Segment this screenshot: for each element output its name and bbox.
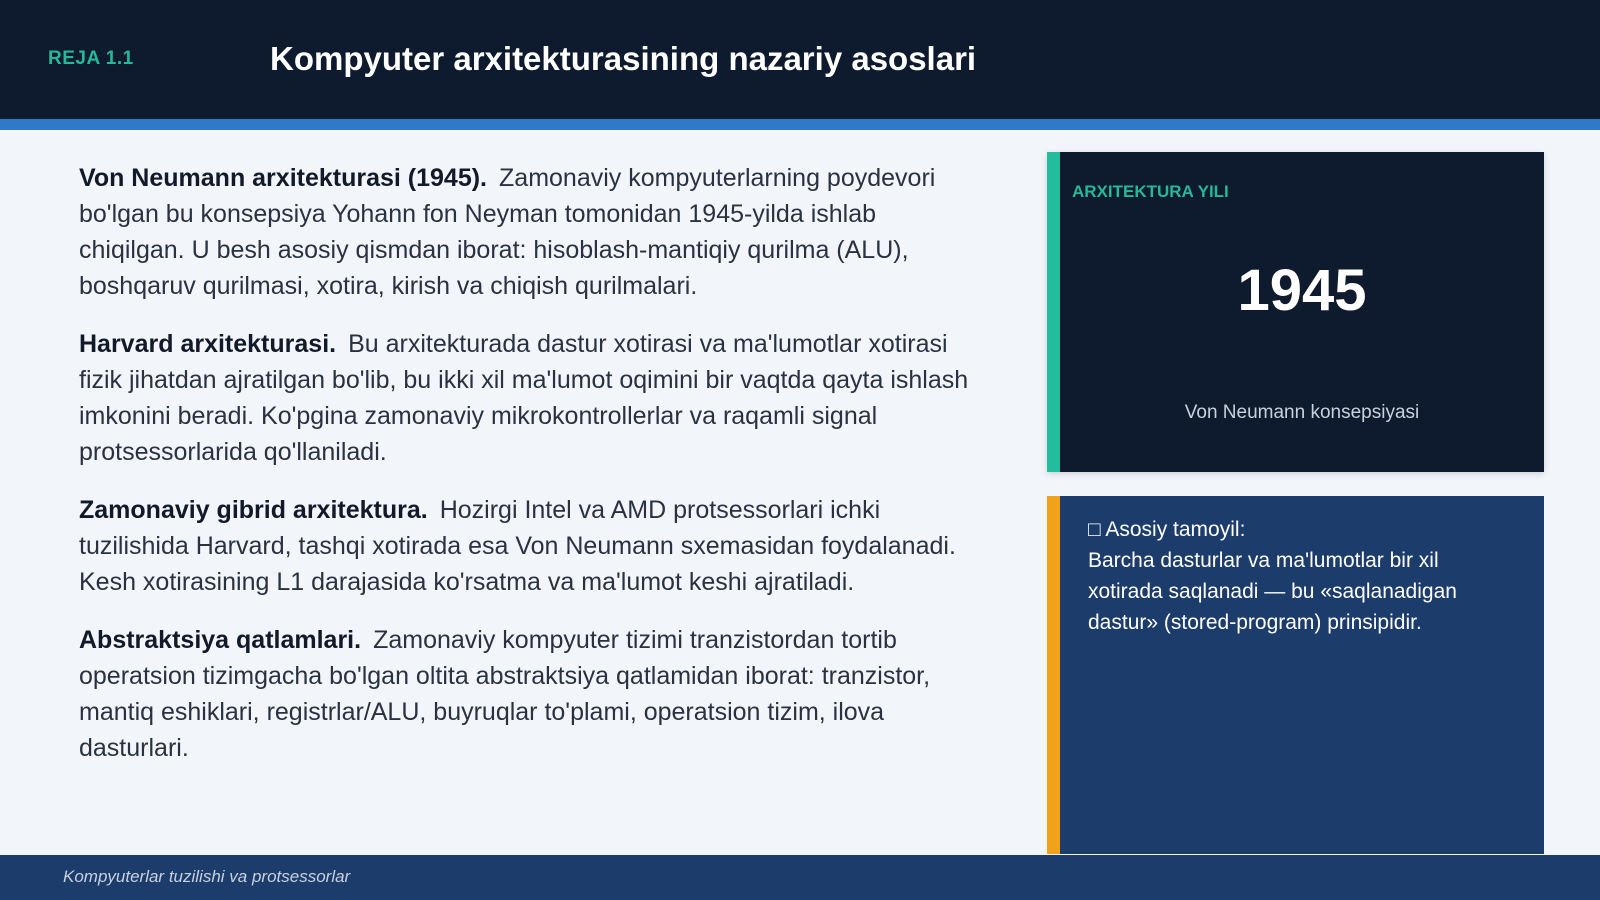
principle-heading: □ Asosiy tamoyil:: [1088, 518, 1246, 541]
year-card-value: 1945: [1237, 258, 1367, 323]
footer-bar: [0, 855, 1600, 900]
year-card-caption: Von Neumann konsepsiyasi: [1184, 402, 1420, 423]
year-card: [1047, 152, 1544, 472]
paragraph-lead: Von Neumann arxitekturasi (1945).: [79, 164, 488, 192]
year-card-accent: [1047, 152, 1060, 472]
paragraph-text: Hozirgi Intel va AMD protsessorlari ichki tuzilishida Harvard, tashqi xotirada esa Von Neumann sxemasidan foydalanadi. Kesh xotirasining L1 darajasida ko'rsatma va ma'lumot keshi ajratiladi.: [79, 496, 956, 596]
paragraph-abstraction: [79, 622, 984, 766]
paragraph-von-neumann: [79, 160, 984, 304]
paragraph-hybrid: [79, 492, 984, 600]
principle-card-accent: [1047, 496, 1060, 854]
principle-text: Barcha dasturlar va ma'lumotlar bir xil xotirada saqlanadi — bu «saqlanadigan dastur» (stored-program) prinsipidir.: [1088, 549, 1457, 634]
paragraph-text: Bu arxitekturada dastur xotirasi va ma'lumotlar xotirasi fizik jihatdan ajratilgan bo'lib, bu ikki xil ma'lumot oqimini bir vaqtda qayta ishlash imkonini beradi. Ko'pgina zamonaviy mikrokontrollerlar va raqamli signal protsessorlarida qo'llaniladi.: [79, 330, 969, 466]
paragraph-lead: Abstraktsiya qatlamlari.: [79, 626, 362, 654]
paragraph-text: Zamonaviy kompyuterlarning poydevori bo'lgan bu konsepsiya Yohann fon Neyman tomonidan 1945-yilda ishlab chiqilgan. U besh asosiy qismdan iborat: hisoblash-mantiqiy qurilma (ALU), boshqaruv qurilmasi, xotira, kirish va chiqish qurilmalari.: [79, 164, 936, 300]
year-card-label: ARXITEKTURA YILI: [1072, 182, 1229, 201]
header-bar: [0, 0, 1600, 119]
section-label: REJA 1.1: [48, 48, 134, 69]
slide-title: Kompyuter arxitekturasining nazariy asoslari: [270, 40, 977, 77]
main-content: [79, 160, 984, 788]
paragraph-harvard: [79, 326, 984, 470]
principle-card-body: [1088, 514, 1518, 638]
header-stripe: [0, 119, 1600, 130]
principle-card: [1047, 496, 1544, 854]
paragraph-text: Zamonaviy kompyuter tizimi tranzistordan tortib operatsion tizimgacha bo'lgan oltita abstraktsiya qatlamidan iborat: tranzistor, mantiq eshiklari, registrlar/ALU, buyruqlar to'plami, operatsion tizim, ilova dasturlari.: [79, 626, 931, 762]
paragraph-lead: Harvard arxitekturasi.: [79, 330, 337, 358]
paragraph-lead: Zamonaviy gibrid arxitektura.: [79, 496, 428, 524]
footer-text: Kompyuterlar tuzilishi va protsessorlar: [63, 867, 351, 886]
